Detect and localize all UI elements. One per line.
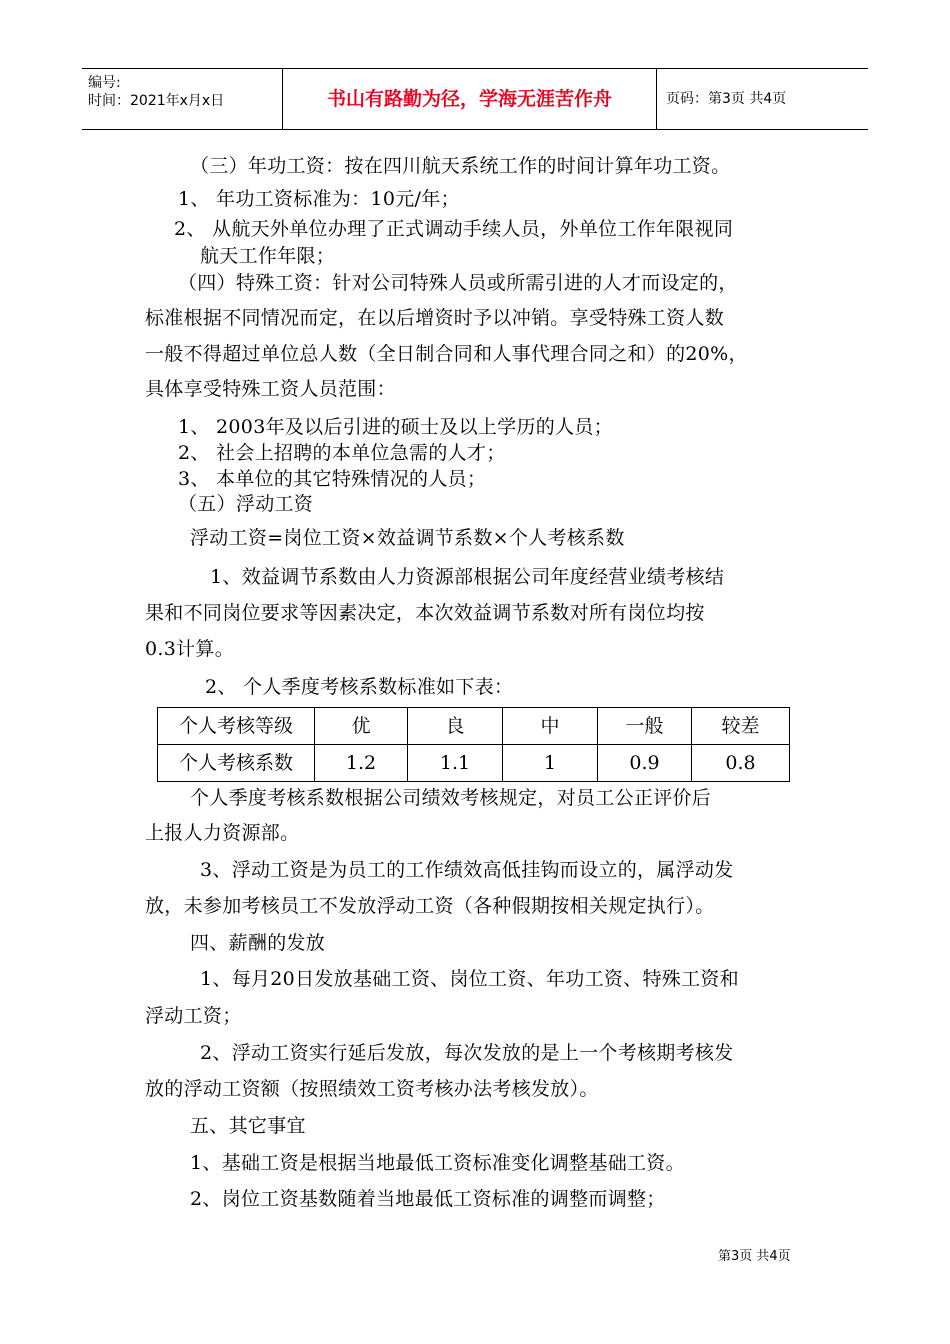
paragraph-line: 标准根据不同情况而定，在以后增资时予以冲销。享受特殊工资人数 (145, 307, 725, 329)
table-cell: 1.1 (408, 745, 503, 782)
paragraph: 3、浮动工资是为员工的工作绩效高低挂钩而设立的，属浮动发 (200, 859, 734, 881)
page-label: 页码：第3页 共4页 (666, 91, 787, 107)
table-cell: 个人考核等级 (158, 708, 315, 745)
table-row (158, 708, 790, 745)
page-footer: 第3页 共4页 (718, 1249, 791, 1264)
table-cell: 中 (503, 708, 598, 745)
paragraph-line: 一般不得超过单位总人数（全日制合同和人事代理合同之和）的20%， (145, 343, 748, 365)
paragraph: 个人季度考核系数根据公司绩效考核规定，对员工公正评价后 (190, 787, 712, 809)
header-center (282, 69, 657, 129)
table-cell: 较差 (692, 708, 790, 745)
motto: 书山有路勤为径，学海无涯苦作舟 (326, 88, 612, 110)
list-item: 1、 2003年及以后引进的硕士及以上学历的人员； (178, 416, 613, 438)
table-cell: 1.2 (315, 745, 408, 782)
paragraph: 1、基础工资是根据当地最低工资标准变化调整基础工资。 (190, 1152, 685, 1174)
list-item: 1、 年功工资标准为：10元/年； (178, 188, 460, 210)
list-item: 3、 本单位的其它特殊情况的人员； (178, 468, 487, 490)
serial-label: 编号: (88, 75, 121, 91)
paragraph-line: 上报人力资源部。 (145, 822, 300, 844)
paragraph: 1、效益调节系数由人力资源部根据公司年度经营业绩考核结 (210, 566, 725, 588)
header-left (82, 69, 282, 129)
paragraph: 2、浮动工资实行延后发放，每次发放的是上一个考核期考核发 (200, 1042, 734, 1064)
page-header (82, 68, 868, 130)
list-item: 2、 社会上招聘的本单位急需的人才； (178, 442, 506, 464)
header-right (656, 69, 868, 129)
coefficient-table (157, 707, 790, 782)
table-cell: 良 (408, 708, 503, 745)
table-cell: 一般 (598, 708, 692, 745)
formula: 浮动工资=岗位工资×效益调节系数×个人考核系数 (190, 527, 625, 549)
date-label: 时间：2021年x月x日 (88, 93, 225, 109)
paragraph-line: 放的浮动工资额（按照绩效工资考核办法考核发放）。 (145, 1078, 599, 1100)
section-heading: （五）浮动工资 (178, 493, 314, 515)
list-item-continuation: 航天工作年限； (200, 245, 336, 267)
table-cell: 0.8 (692, 745, 790, 782)
paragraph: 1、每月20日发放基础工资、岗位工资、年功工资、特殊工资和 (200, 968, 739, 990)
section-heading: 四、薪酬的发放 (190, 932, 326, 954)
paragraph: （四）特殊工资：针对公司特殊人员或所需引进的人才而设定的， (178, 272, 738, 294)
table-cell: 0.9 (598, 745, 692, 782)
paragraph-line: 果和不同岗位要求等因素决定，本次效益调节系数对所有岗位均按 (145, 602, 705, 624)
list-item: 2、 从航天外单位办理了正式调动手续人员，外单位工作年限视同 (174, 218, 734, 240)
table-cell: 个人考核系数 (158, 745, 315, 782)
paragraph-line: 浮动工资； (145, 1005, 242, 1027)
table-row (158, 745, 790, 782)
paragraph: 2、岗位工资基数随着当地最低工资标准的调整而调整； (190, 1188, 666, 1210)
table-cell: 1 (503, 745, 598, 782)
paragraph-line: 具体享受特殊工资人员范围： (145, 378, 396, 400)
paragraph-line: 放，未参加考核员工不发放浮动工资（各种假期按相关规定执行）。 (145, 895, 715, 917)
section-heading: 五、其它事宜 (190, 1115, 306, 1137)
paragraph: 2、 个人季度考核系数标准如下表： (205, 676, 514, 698)
paragraph-line: 0.3计算。 (145, 638, 235, 660)
paragraph: （三）年功工资：按在四川航天系统工作的时间计算年功工资。 (190, 155, 731, 177)
table-cell: 优 (315, 708, 408, 745)
